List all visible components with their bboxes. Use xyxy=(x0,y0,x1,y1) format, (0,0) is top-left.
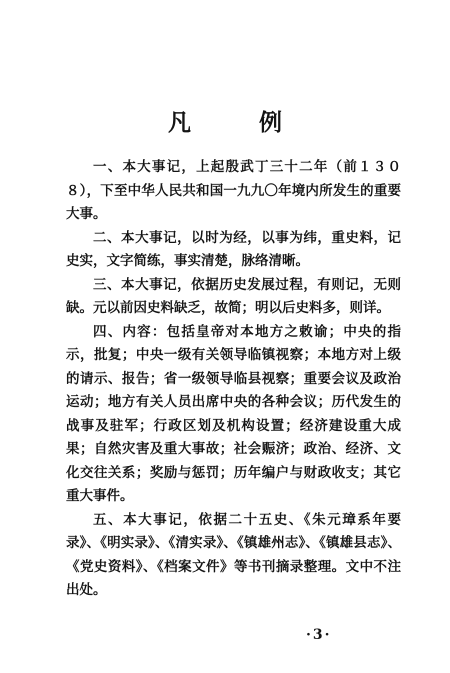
paragraph-1: 一、本大事记，上起殷武丁三十二年（前１３０８），下至中华人民共和国一九九〇年境内所发生的重要大事。 xyxy=(66,159,401,222)
page-title: 凡 例 xyxy=(167,109,312,136)
page-number: ·3· xyxy=(306,627,332,643)
paragraph-3: 三、本大事记，依据历史发展过程，有则记，无则缺。元以前因史料缺乏，故简；明以后史料多，则详。 xyxy=(66,276,401,316)
body-text xyxy=(66,156,401,603)
paragraph-4: 四、内容：包括皇帝对本地方之敕谕；中央的指示，批复；中央一级有关领导临镇视察；本地方对上级的请示、报告；省一级领导临县视察；重要会议及政治运动；地方有关人员出席中央的各种会议；历代发生的战事及驻军；行政区划及机构设置；经济建设重大成果；自然灾害及重大事故；社会赈济；政治、经济、文化交往关系；奖励与惩罚；历年编户与财政收支；其它重大事件。 xyxy=(66,323,401,504)
paragraph-2: 二、本大事记，以时为经，以事为纬，重史料，记史实，文字简练，事实清楚，脉络清晰。 xyxy=(66,229,401,269)
paragraph-5: 五、本大事记，依据二十五史、《朱元璋系年要录》、《明实录》、《清实录》、《镇雄州志》、《镇雄县志》、《党史资料》、《档案文件》等书刊摘录整理。文中不注出处。 xyxy=(66,511,401,598)
